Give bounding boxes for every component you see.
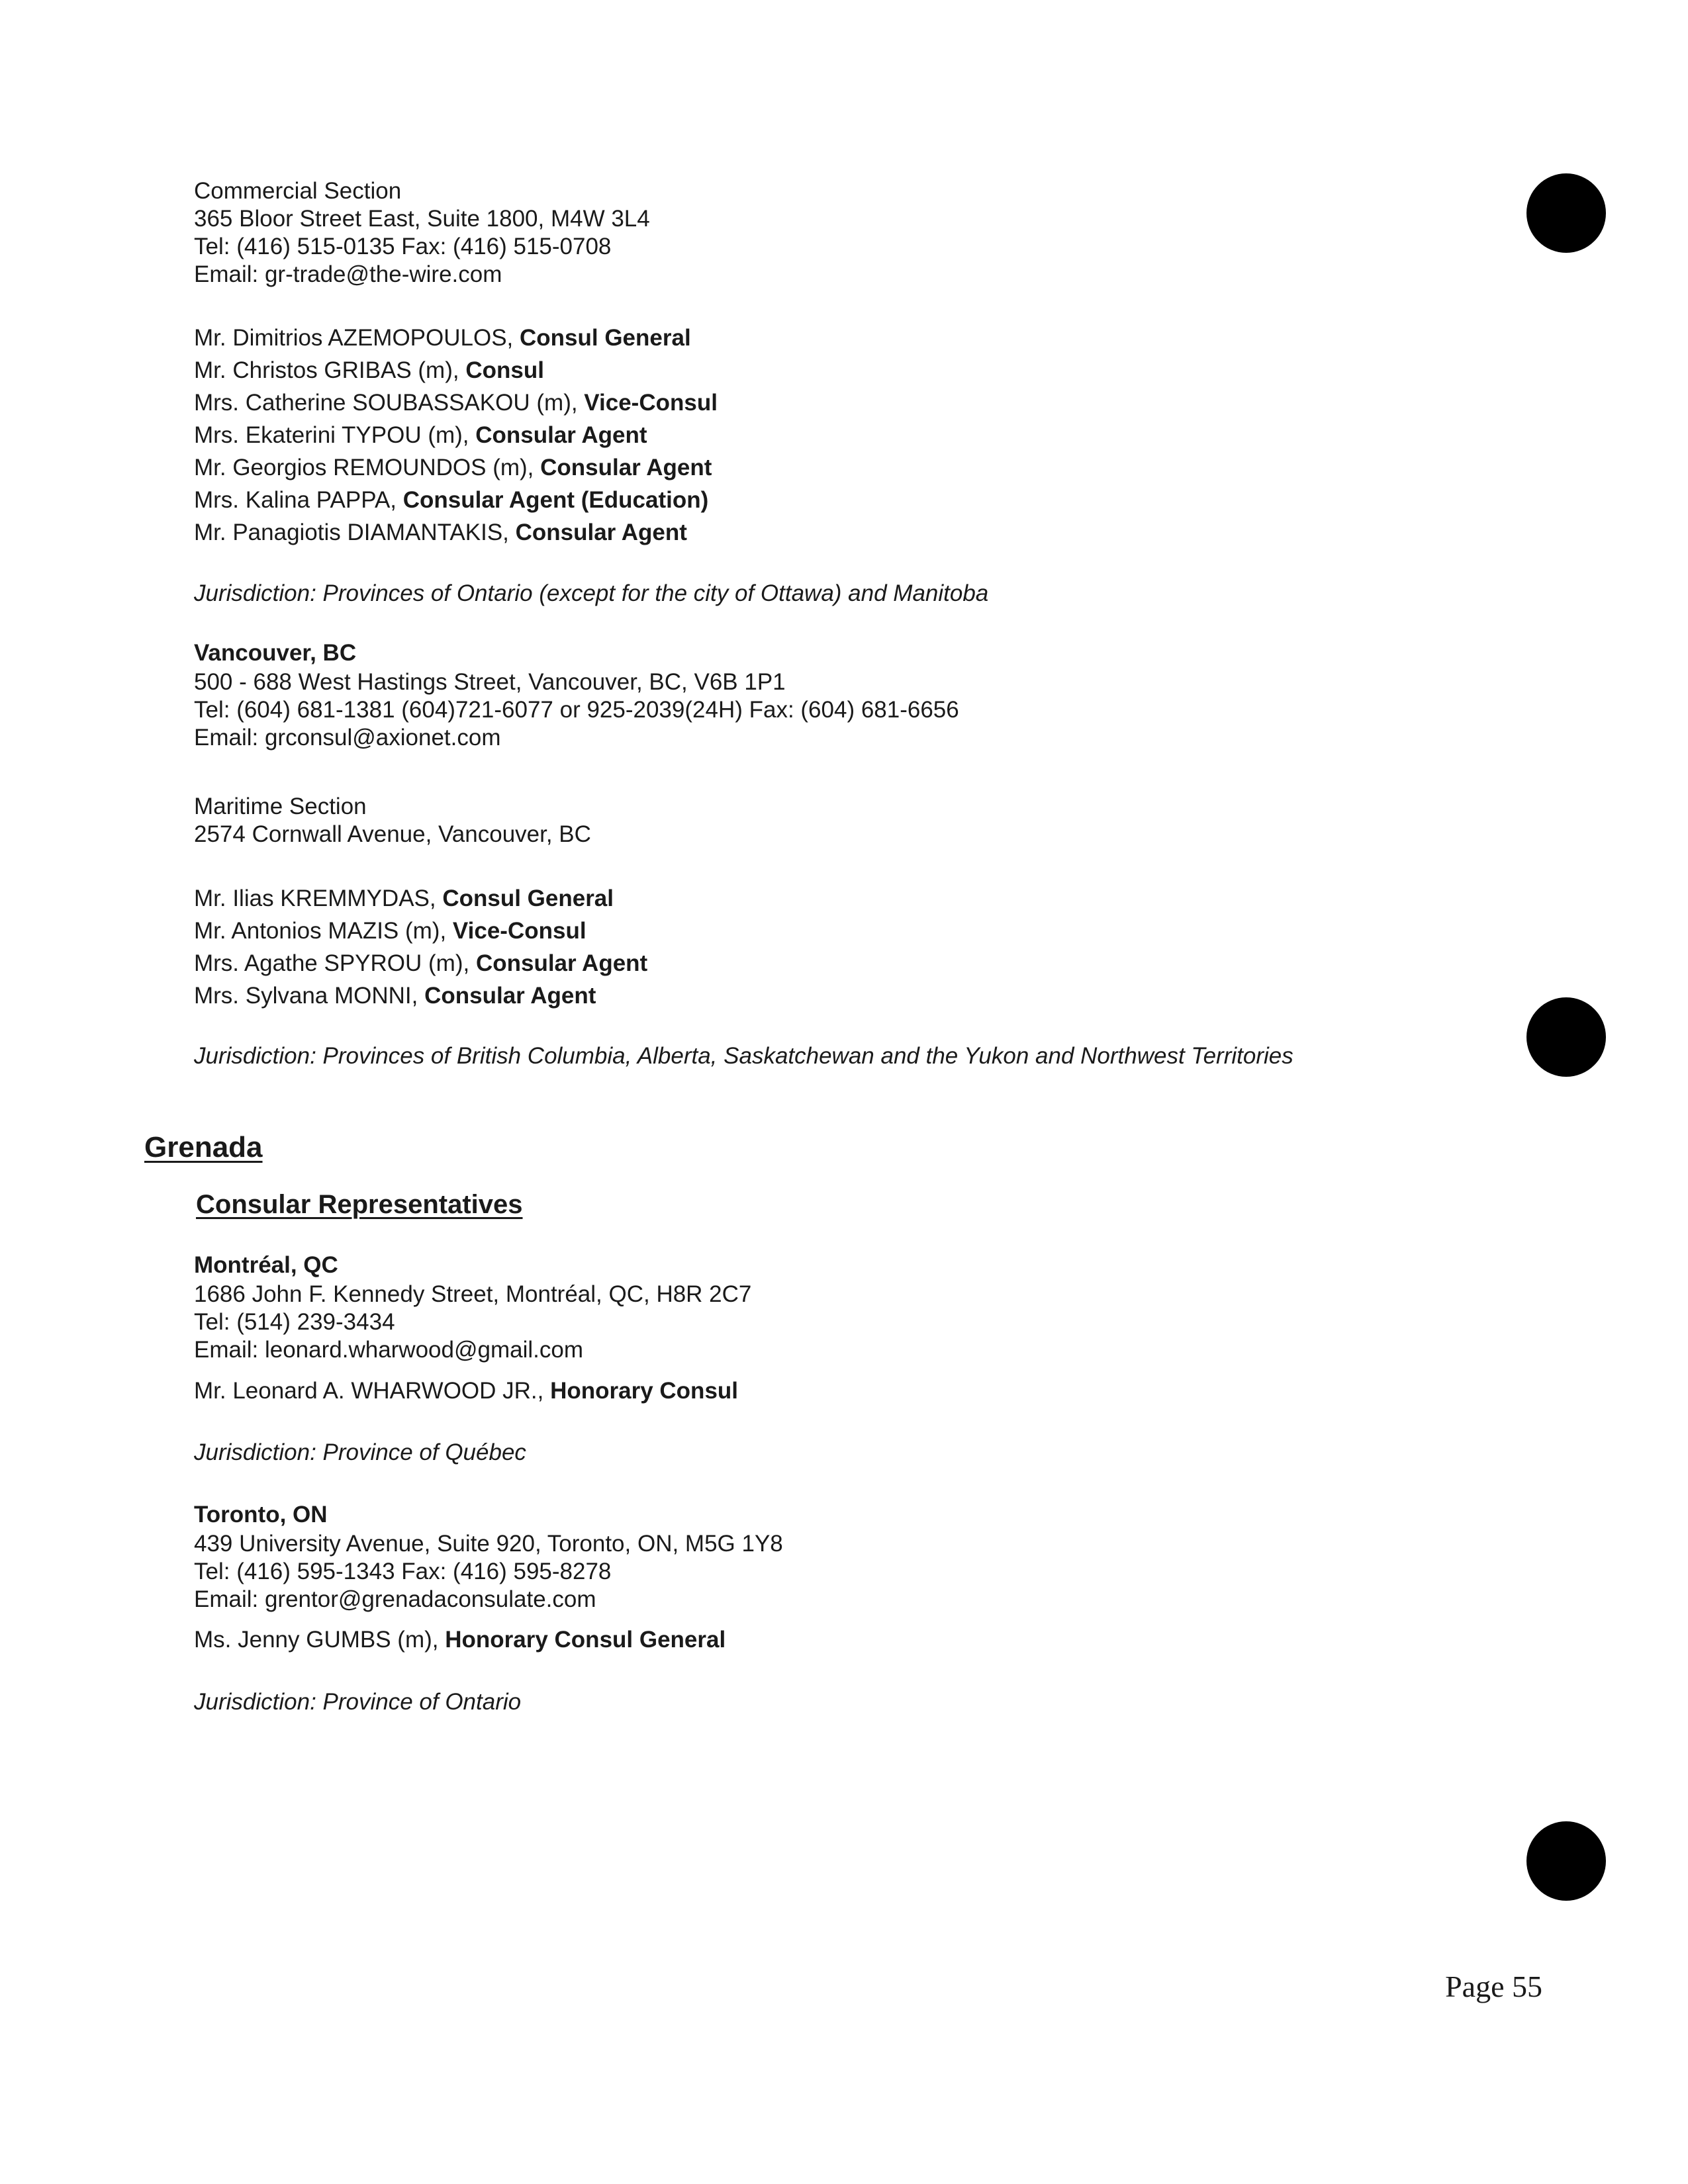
montreal-address: 1686 John F. Kennedy Street, Montréal, QC, H8R 2C7: [194, 1281, 752, 1307]
grenada-toronto-address: 439 University Avenue, Suite 920, Toronto, ON, M5G 1Y8: [194, 1531, 783, 1557]
vancouver-city-heading: Vancouver, BC: [194, 640, 357, 666]
staff-entry: [194, 1626, 726, 1654]
staff-entry: [194, 324, 691, 352]
commercial-section-tel: Tel: (416) 515-0135 Fax: (416) 515-0708: [194, 234, 612, 259]
staff-name: Mrs. Kalina PAPPA,: [194, 487, 403, 513]
grenada-toronto-city-heading: Toronto, ON: [194, 1502, 328, 1527]
staff-title: Consul: [465, 357, 544, 383]
staff-name: Mr. Ilias KREMMYDAS,: [194, 886, 443, 911]
grenada-toronto-email: Email: grentor@grenadaconsulate.com: [194, 1586, 596, 1612]
staff-title: Consul General: [442, 886, 614, 911]
punch-hole-top: [1526, 173, 1606, 253]
page-number: Page 55: [1445, 1970, 1542, 2003]
staff-title: Vice-Consul: [452, 918, 586, 944]
staff-entry: [194, 389, 718, 417]
staff-title: Consular Agent: [424, 983, 596, 1009]
grenada-toronto-tel: Tel: (416) 595-1343 Fax: (416) 595-8278: [194, 1559, 612, 1584]
commercial-section-email: Email: gr-trade@the-wire.com: [194, 261, 502, 287]
staff-entry: [194, 422, 647, 449]
vancouver-address: 500 - 688 West Hastings Street, Vancouver, BC, V6B 1P1: [194, 669, 786, 695]
staff-entry: [194, 917, 586, 945]
staff-title: Consular Agent: [475, 422, 647, 448]
montreal-city-heading: Montréal, QC: [194, 1252, 338, 1278]
staff-title: Vice-Consul: [584, 390, 718, 416]
maritime-section-address: 2574 Cornwall Avenue, Vancouver, BC: [194, 821, 591, 847]
commercial-section-label: Commercial Section: [194, 178, 402, 204]
vancouver-tel: Tel: (604) 681-1381 (604)721-6077 or 925-2039(24H) Fax: (604) 681-6656: [194, 697, 959, 723]
staff-entry: [194, 486, 708, 514]
staff-name: Mr. Dimitrios AZEMOPOULOS,: [194, 325, 520, 351]
vancouver-jurisdiction: Jurisdiction: Provinces of British Columbia, Alberta, Saskatchewan and the Yukon and Northwest Territories: [194, 1043, 1293, 1069]
punch-hole-middle: [1526, 997, 1606, 1077]
montreal-tel: Tel: (514) 239-3434: [194, 1309, 395, 1335]
staff-name: Mr. Panagiotis DIAMANTAKIS,: [194, 520, 516, 545]
staff-title: Consul General: [520, 325, 691, 351]
staff-entry: [194, 982, 596, 1010]
commercial-section-address: 365 Bloor Street East, Suite 1800, M4W 3L4: [194, 206, 650, 232]
montreal-email: Email: leonard.wharwood@gmail.com: [194, 1337, 583, 1363]
montreal-jurisdiction: Jurisdiction: Province of Québec: [194, 1439, 526, 1465]
staff-name: Mr. Georgios REMOUNDOS (m),: [194, 455, 541, 480]
staff-entry: [194, 454, 712, 482]
staff-entry: [194, 950, 647, 978]
country-heading-grenada: Grenada: [144, 1131, 263, 1163]
vancouver-email: Email: grconsul@axionet.com: [194, 725, 501, 751]
staff-name: Mrs. Agathe SPYROU (m),: [194, 950, 476, 976]
staff-title: Consular Agent: [540, 455, 712, 480]
staff-name: Mr. Leonard A. WHARWOOD JR.,: [194, 1378, 551, 1404]
staff-title: Honorary Consul General: [445, 1627, 726, 1653]
grenada-toronto-jurisdiction: Jurisdiction: Province of Ontario: [194, 1689, 522, 1715]
staff-name: Mrs. Ekaterini TYPOU (m),: [194, 422, 476, 448]
staff-entry: [194, 885, 614, 913]
staff-title: Consular Agent (Education): [402, 487, 709, 513]
staff-name: Mr. Christos GRIBAS (m),: [194, 357, 466, 383]
staff-title: Consular Agent: [475, 950, 648, 976]
staff-name: Mr. Antonios MAZIS (m),: [194, 918, 453, 944]
staff-title: Consular Agent: [515, 520, 687, 545]
staff-title: Honorary Consul: [550, 1378, 739, 1404]
staff-name: Mrs. Catherine SOUBASSAKOU (m),: [194, 390, 585, 416]
punch-hole-bottom: [1526, 1821, 1606, 1901]
staff-entry: [194, 519, 687, 547]
staff-name: Ms. Jenny GUMBS (m),: [194, 1627, 445, 1653]
maritime-section-label: Maritime Section: [194, 794, 367, 819]
staff-name: Mrs. Sylvana MONNI,: [194, 983, 425, 1009]
staff-entry: [194, 357, 544, 385]
toronto-jurisdiction: Jurisdiction: Provinces of Ontario (except for the city of Ottawa) and Manitoba: [194, 580, 989, 606]
consular-representatives-heading: Consular Representatives: [196, 1190, 523, 1219]
staff-entry: [194, 1377, 738, 1405]
